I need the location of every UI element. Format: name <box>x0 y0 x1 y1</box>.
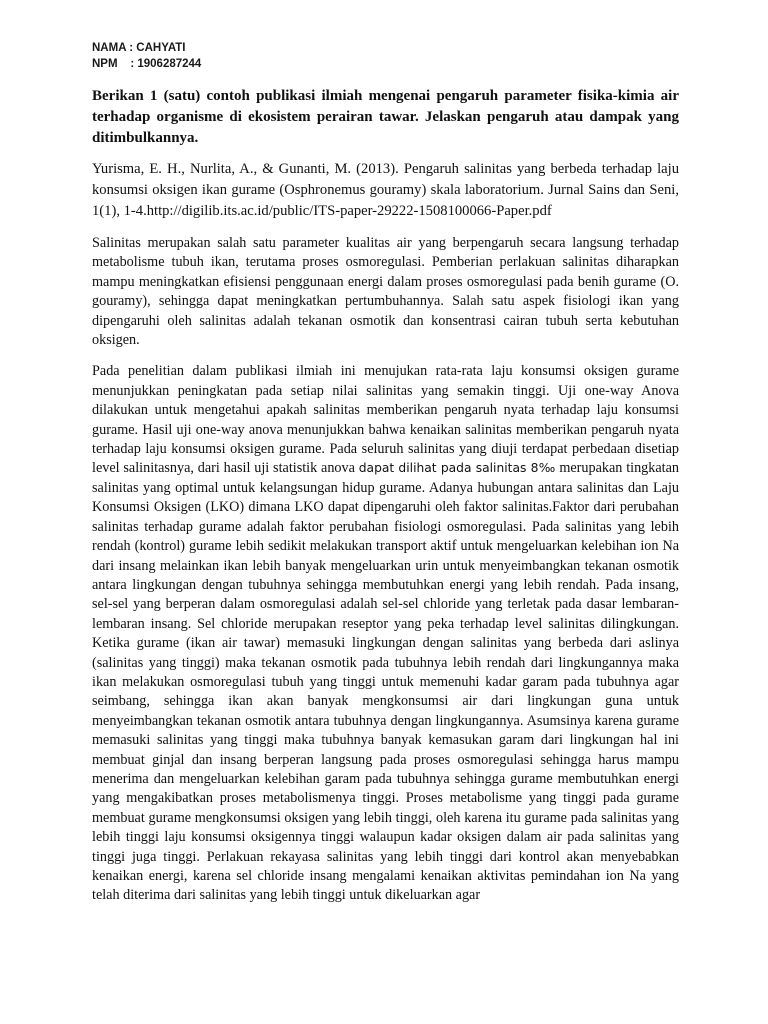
paragraph-discussion <box>92 362 679 905</box>
student-info <box>92 40 679 72</box>
paragraph-discussion-part1: Pada penelitian dalam publikasi ilmiah ini menujukan rata-rata laju konsumsi oksigen gurame menunjukkan peningkatan pada setiap nilai salinitas yang semakin tinggi. Uji one-way Anova dilakukan untuk mengetahui apakah salinitas memberikan pengaruh nyata terhadap laju konsumsi gurame. Hasil uji one-way anova menunjukkan bahwa kenaikan salinitas memberikan pengaruh nyata terhadap laju konsumsi oksigen gurame. Pada seluruh salinitas yang diuji terdapat perbedaan disetiap level salinitasnya, dari hasil uji statistik anova <box>92 363 679 477</box>
assignment-question: Berikan 1 (satu) contoh publikasi ilmiah mengenai pengaruh parameter fisika-kimia air terhadap organisme di ekosistem perairan tawar. Jelaskan pengaruh atau dampak yang ditimbulkannya. <box>92 88 679 146</box>
paragraph-discussion-inline: dapat dilihat pada salinitas 8‰ <box>358 461 556 476</box>
student-name: NAMA : CAHYATI <box>92 42 186 54</box>
reference-citation: Yurisma, E. H., Nurlita, A., & Gunanti, M. (2013). Pengaruh salinitas yang berbeda terhadap laju konsumsi oksigen ikan gurame (Osphronemus gouramy) skala laboratorium. Jurnal Sains dan Seni, 1(1), 1-4.http://digilib.its.ac.id/public/ITS-paper-29222-1508100066-Paper.pdf <box>92 161 679 219</box>
student-npm: NPM : 1906287244 <box>92 58 202 70</box>
document-page <box>92 40 679 906</box>
paragraph-intro: Salinitas merupakan salah satu parameter kualitas air yang berpengaruh secara langsung terhadap metabolisme tubuh ikan, terutama proses osmoregulasi. Pemberian perlakuan salinitas diharapkan mampu meningkatkan efisiensi penggunaan energi dalam proses osmoregulasi pada benih gurame (O. gouramy), sehingga dapat meningkatkan pertumbuhannya. Salah satu aspek fisiologi ikan yang dipengaruhi oleh salinitas adalah tekanan osmotik dan konsentrasi cairan tubuh serta kebutuhan oksigen. <box>92 235 679 349</box>
paragraph-discussion-part2: merupakan tingkatan salinitas yang optimal untuk kelangsungan hidup gurame. Adanya hubungan antara salinitas dan Laju Konsumsi Oksigen (LKO) dimana LKO dapat dipengaruhi oleh faktor salinitas.Faktor dari perubahan salinitas terhadap gurame adalah faktor perubahan fisiologi osmoregulasi. Pada salinitas yang lebih rendah (kontrol) gurame lebih sedikit melakukan transport aktif untuk mengeluarkan kelebihan ion Na dari insang melainkan ikan lebih banyak mengeluarkan urin untuk menyeimbangkan tekanan osmotik antara lingkungan dengan tubuhnya sehingga membutuhkan energi yang lebih rendah. Pada insang, sel-sel yang berperan dalam osmoregulasi adalah sel-sel chloride yang terletak pada dasar lembaran-lembaran insang. Sel chloride merupakan reseptor yang peka terhadap level salinitas dilingkungan. Ketika gurame (ikan air tawar) memasuki lingkungan dengan salinitas yang berbeda dari aslinya (salinitas yang tinggi) maka tekanan osmotik pada tubuhnya lebih rendah dari lingkungannya maka ikan melakukan osmoregulasi tubuh yang tinggi untuk memenuhi kadar garam pada tubuhnya agar seimbang, sehingga ikan akan banyak mengkonsumsi air dari lingkungan guna untuk menyeimbangkan tekanan osmotik antara tubuhnya dengan lingkungannya. Asumsinya karena gurame memasuki salinitas yang tinggi maka tubuhnya banyak kemasukan garam dari lingkungan hal ini membuat ginjal dan insang berperan langsung pada proses osmoregulasi sehingga harus mampu menerima dan mengeluarkan kelebihan garam pada tubuhnya sehingga gurame membutuhkan energi yang mengakibatkan proses metabolismenya tinggi. Proses metabolisme yang tinggi pada gurame membuat gurame mengkonsumsi oksigen yang lebih tinggi, oleh karena itu gurame pada salinitas yang lebih tinggi laju konsumsi oksigennya tinggi walaupun kadar oksigen dalam air pada salinitas yang tinggi juga tinggi. Perlakuan rekayasa salinitas yang lebih tinggi dari kontrol akan menyebabkan kenaikan energi, karena sel chloride insang mengalami kenaikan aktivitas pemindahan ion Na yang telah diterima dari salinitas yang lebih tinggi untuk dikeluarkan agar <box>92 460 679 904</box>
